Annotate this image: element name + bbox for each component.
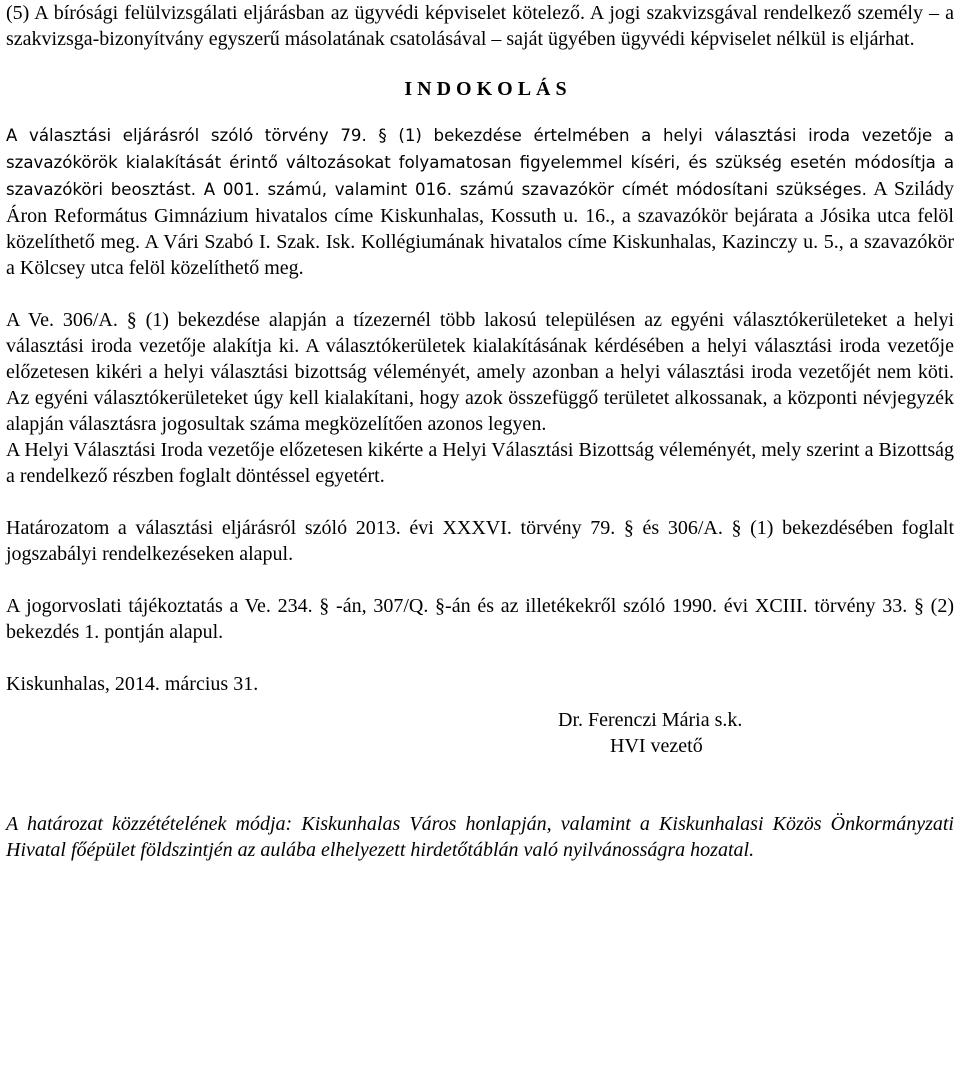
signature-block [558,707,954,759]
signer-title: HVI vezető [610,735,703,757]
document-page [6,0,954,863]
publication-note: A határozat közzétételének módja: Kiskunhalas Város honlapján, valamint a Kiskunhalasi Közös Önkormányzati Hivatal főépület földszintjén az aulába elhelyezett hirdetőtáblán való nyilvánosságra hozatal. [6,813,954,861]
signer-name: Dr. Ferenczi Mária s.k. [558,709,743,731]
legal-basis-paragraph: Határozatom a választási eljárásról szóló 2013. évi XXXVI. törvény 79. § és 306/A. § (1) bekezdésében foglalt jogszabályi rendelkezéseken alapul. [6,517,954,565]
place-and-date: Kiskunhalas, 2014. március 31. [6,673,259,695]
reasoning-paragraph-2: A Ve. 306/A. § (1) bekezdése alapján a tízezernél több lakosú településen az egyéni választókerületeket a helyi választási iroda vezetője alakítja ki. A választókerületek kialakításának kérdésében a helyi választási iroda vezetője előzetesen kikéri a helyi választási bizottság véleményét, amely azonban a helyi választási iroda vezetőjét nem köti. Az egyéni választókerületeket úgy kell kialakítani, hogy azok összefüggő területet alkossanak, a központi névjegyzék alapján választásra jogosultak száma megközelítően azonos legyen. [6,309,954,435]
remedy-basis-paragraph: A jogorvoslati tájékoztatás a Ve. 234. § -án, 307/Q. §-án és az illetékekről szóló 1990. évi XCIII. törvény 33. § (2) bekezdés 1. pontján alapul. [6,595,954,643]
reasoning-sentence-79: A választási eljárásról szóló törvény 79. § (1) bekezdése értelmében a helyi választási iroda vezetője a szavazókörök kialakítását érintő változásokat folyamatosan figyelemmel kíséri, és szükség esetén módosítja a szavazóköri beosztást. A 001. számú, valamint 016. számú szavazókör címét módosítani szükséges. [6,126,954,199]
reasoning-paragraph-1 [6,122,954,281]
heading-indokolas: INDOKOLÁS [404,78,572,100]
reasoning-paragraph-3: A Helyi Választási Iroda vezetője előzetesen kikérte a Helyi Választási Bizottság véleményét, mely szerint a Bizottság a rendelkező részben foglalt döntéssel egyetért. [6,439,954,487]
reasoning-sentence-addresses: A Szilády Áron Református Gimnázium hivatalos címe Kiskunhalas, Kossuth u. 16., a szavazókör bejárata a Jósika utca felöl közelíthető meg. A Vári Szabó I. Szak. Isk. Kollégiumának hivatalos címe Kiskunhalas, Kazinczy u. 5., a szavazókör a Kölcsey utca felöl közelíthető meg. [6,178,954,279]
paragraph-5: (5) A bírósági felülvizsgálati eljárásban az ügyvédi képviselet kötelező. A jogi szakvizsgával rendelkező személy – a szakvizsga-bizonyítvány egyszerű másolatának csatolásával – saját ügyében ügyvédi képviselet nélkül is eljárhat. [6,2,954,50]
